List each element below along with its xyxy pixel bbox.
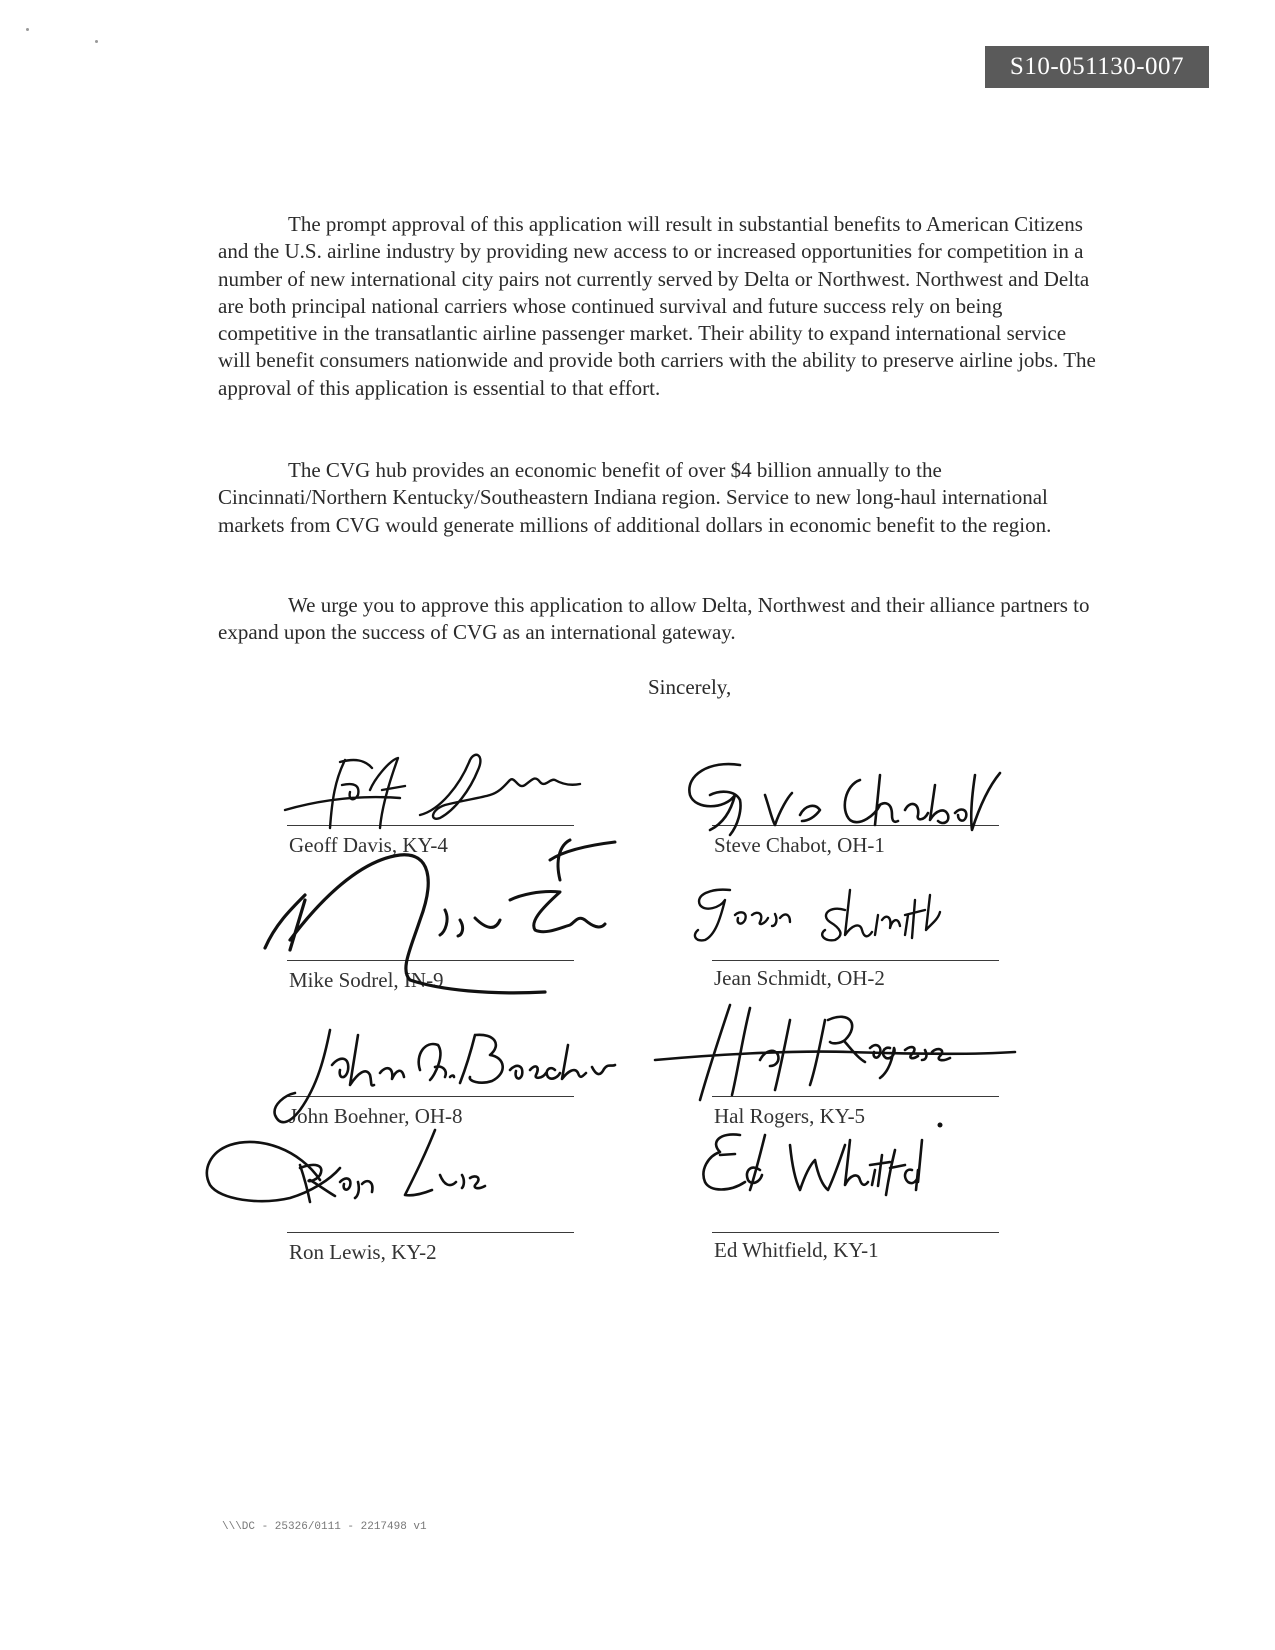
signature-ed-whitfield xyxy=(690,1120,990,1220)
signatory-name-ed-whitfield: Ed Whitfield, KY-1 xyxy=(714,1238,879,1262)
signatory-name-jean-schmidt: Jean Schmidt, OH-2 xyxy=(714,966,885,990)
signature-mike-sodrel xyxy=(260,840,660,1000)
scan-speck xyxy=(95,40,98,43)
body-paragraph-1: The prompt approval of this application will result in substantial benefits to American Citizens and the U.S. airline industry by providing new access to or increased opportunities for competition in a number of new international city pairs not currently served by Delta or Northwest. Northwest and Delta are both principal national carriers whose continued survival and future success rely on being competitive in the transatlantic airline passenger market. Their ability to expand international service will benefit consumers nationwide and provide both carriers with the ability to preserve airline jobs. The approval of this application is essential to that effort. xyxy=(218,212,1096,400)
signatory-name-hal-rogers: Hal Rogers, KY-5 xyxy=(714,1104,866,1128)
signature-line xyxy=(287,1232,574,1233)
signatory-name-steve-chabot: Steve Chabot, OH-1 xyxy=(714,833,885,857)
signature-steve-chabot xyxy=(680,755,1020,850)
signatory-name-geoff-davis: Geoff Davis, KY-4 xyxy=(289,833,448,857)
signature-hal-rogers xyxy=(650,1000,1020,1120)
signature-john-boehner xyxy=(270,1015,630,1135)
signature-line xyxy=(712,1232,999,1233)
signature-jean-schmidt xyxy=(690,880,980,970)
closing-salutation: Sincerely, xyxy=(648,675,732,699)
signatory-name-mike-sodrel: Mike Sodrel, IN-9 xyxy=(289,968,444,992)
signature-geoff-davis xyxy=(280,740,600,835)
document-reference-footer: \\\DC - 25326/0111 - 2217498 v1 xyxy=(222,1521,427,1533)
scan-speck xyxy=(26,28,29,31)
body-paragraph-2: The CVG hub provides an economic benefit of over $4 billion annually to the Cincinnati/Northern Kentucky/Southeastern Indiana region. Service to new long-haul international markets from CVG would generate millions of additional dollars in economic benefit to the region. xyxy=(218,458,1052,537)
signatory-name-john-boehner: John Boehner, OH-8 xyxy=(289,1104,463,1128)
signatory-name-ron-lewis: Ron Lewis, KY-2 xyxy=(289,1240,437,1264)
signature-ron-lewis xyxy=(200,1120,500,1220)
body-paragraph-3: We urge you to approve this application to allow Delta, Northwest and their alliance partners to expand upon the success of CVG as an international gateway. xyxy=(218,593,1090,645)
document-id-stamp: S10-051130-007 xyxy=(985,46,1209,88)
